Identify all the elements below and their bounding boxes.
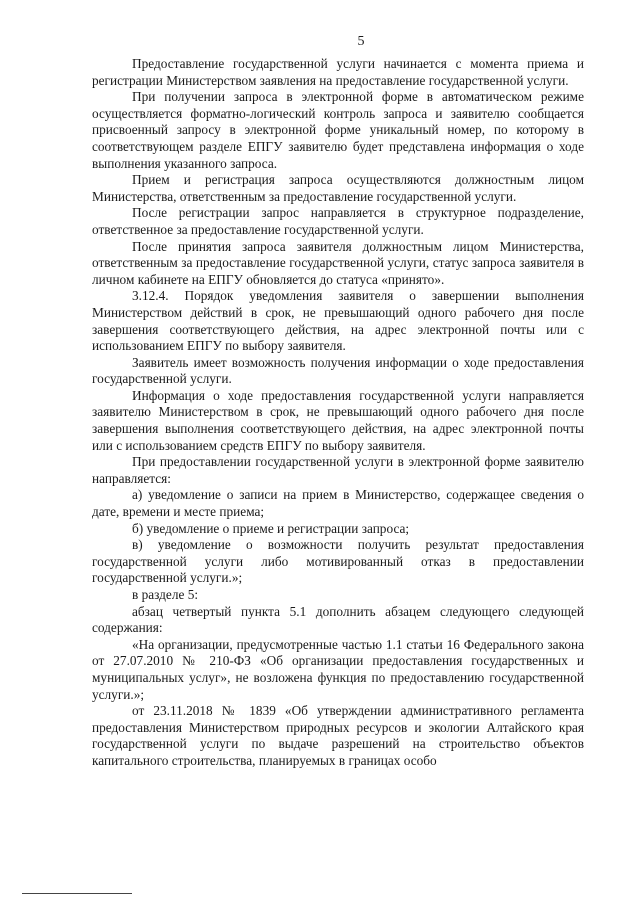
paragraph: После принятия запроса заявителя должностным лицом Министерства, ответственным за предоставление государственной услуги, статус запроса заявителя в личном кабинете на ЕПГУ обновляется до статуса «принято».	[92, 238, 584, 287]
paragraph: Заявитель имеет возможность получения информации о ходе предоставления государственной услуги.	[92, 354, 584, 387]
paragraph: в разделе 5:	[132, 587, 199, 602]
paragraph: При предоставлении государственной услуги в электронной форме заявителю направляется:	[92, 454, 584, 486]
paragraph: абзац четвертый пункта 5.1 дополнить абзацем следующего следующей содержания:	[92, 603, 584, 636]
list-item: а) уведомление о записи на прием в Министерство, содержащее сведения о дате, времени и месте приема;	[92, 487, 584, 520]
paragraph: от 23.11.2018 № 1839 «Об утверждении административного регламента предоставления Министерством природных ресурсов и экологии Алтайского края государственной услуги по выдаче разрешений на строительство объектов капитального строительства, планируемых в границах особо	[92, 703, 584, 768]
footnote-divider	[22, 893, 132, 894]
paragraph: Предоставление государственной услуги начинается с момента приема и регистрации Министерством заявления на предоставление государственной услуги.	[92, 56, 584, 88]
paragraph: Информация о ходе предоставления государственной услуги направляется заявителю Министерством в срок, не превышающий одного рабочего дня после завершения выполнения соответствующего действия, на адрес электронной почты или с использованием средств ЕПГУ по выбору заявителя.	[92, 387, 584, 453]
paragraph: После регистрации запрос направляется в структурное подразделение, ответственное за предоставление государственной услуги.	[92, 205, 584, 237]
quoted-paragraph: «На организации, предусмотренные частью 1.1 статьи 16 Федерального закона от 27.07.2010 № 210-ФЗ «Об организации предоставления государственных и муниципальных услуг», не возложена функция по предоставлению государственной услуги.»;	[92, 636, 584, 702]
paragraph: Прием и регистрация запроса осуществляются должностным лицом Министерства, ответственным за предоставление государственной услуги.	[92, 172, 584, 204]
page-number: 5	[357, 34, 365, 49]
paragraph: При получении запроса в электронной форме в автоматическом режиме осуществляется форматно-логический контроль запроса и заявителю сообщается присвоенный запросу в электронной форме уникальный номер, по которому в соответствующем разделе ЕПГУ заявителю будет представлена информация о ходе выполнения указанного запроса.	[92, 89, 584, 171]
list-item: в) уведомление о возможности получить результат предоставления государственной услуги либо мотивированный отказ в предоставлении государственной услуги.»;	[92, 537, 584, 586]
paragraph: 3.12.4. Порядок уведомления заявителя о завершении выполнения Министерством действий в срок, не превышающий одного рабочего дня после завершения соответствующего действия, на адрес электронной почты или с использованием ЕПГУ по выбору заявителя.	[92, 288, 584, 354]
list-item: б) уведомление о приеме и регистрации запроса;	[132, 520, 410, 536]
